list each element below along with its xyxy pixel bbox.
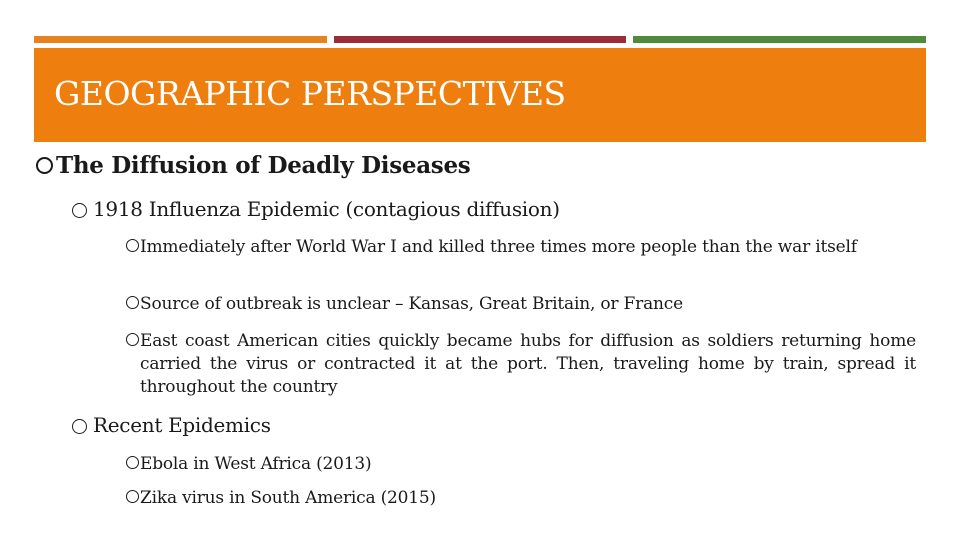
point-text: Zika virus in South America (2015): [140, 488, 436, 508]
circle-bullet-icon: [126, 296, 139, 309]
accent-bar-green: [633, 36, 926, 43]
title-band: [34, 48, 926, 142]
circle-bullet-icon: [126, 456, 139, 469]
point-text: East coast American cities quickly became hubs for diffusion as soldiers returning home carried the virus or contracted it at the port. Then, traveling home by train, spread it throughout the country: [140, 331, 916, 397]
circle-bullet-icon: [36, 157, 53, 174]
accent-bar-maroon: [334, 36, 626, 43]
point-text: Source of outbreak is unclear – Kansas, Great Britain, or France: [140, 294, 683, 314]
accent-bar-orange: [34, 36, 327, 43]
circle-bullet-icon: [72, 419, 87, 434]
main-heading: The Diffusion of Deadly Diseases: [56, 152, 471, 179]
section-bullet-influenza: [72, 197, 560, 221]
slide-title: GEOGRAPHIC PERSPECTIVES: [54, 74, 566, 113]
circle-bullet-icon: [126, 333, 139, 346]
point-bullet: [126, 236, 916, 259]
point-bullet: [126, 487, 436, 510]
point-bullet: [126, 293, 683, 316]
point-bullet: [126, 453, 371, 476]
section-label: 1918 Influenza Epidemic (contagious diffusion): [93, 197, 560, 221]
circle-bullet-icon: [126, 490, 139, 503]
section-bullet-recent: [72, 413, 271, 437]
point-text: Ebola in West Africa (2013): [140, 454, 372, 474]
point-text: Immediately after World War I and killed three times more people than the war itself: [140, 237, 857, 257]
section-label: Recent Epidemics: [93, 413, 271, 437]
circle-bullet-icon: [126, 239, 139, 252]
point-bullet: [126, 330, 916, 399]
circle-bullet-icon: [72, 203, 87, 218]
main-heading-bullet: [36, 152, 470, 179]
